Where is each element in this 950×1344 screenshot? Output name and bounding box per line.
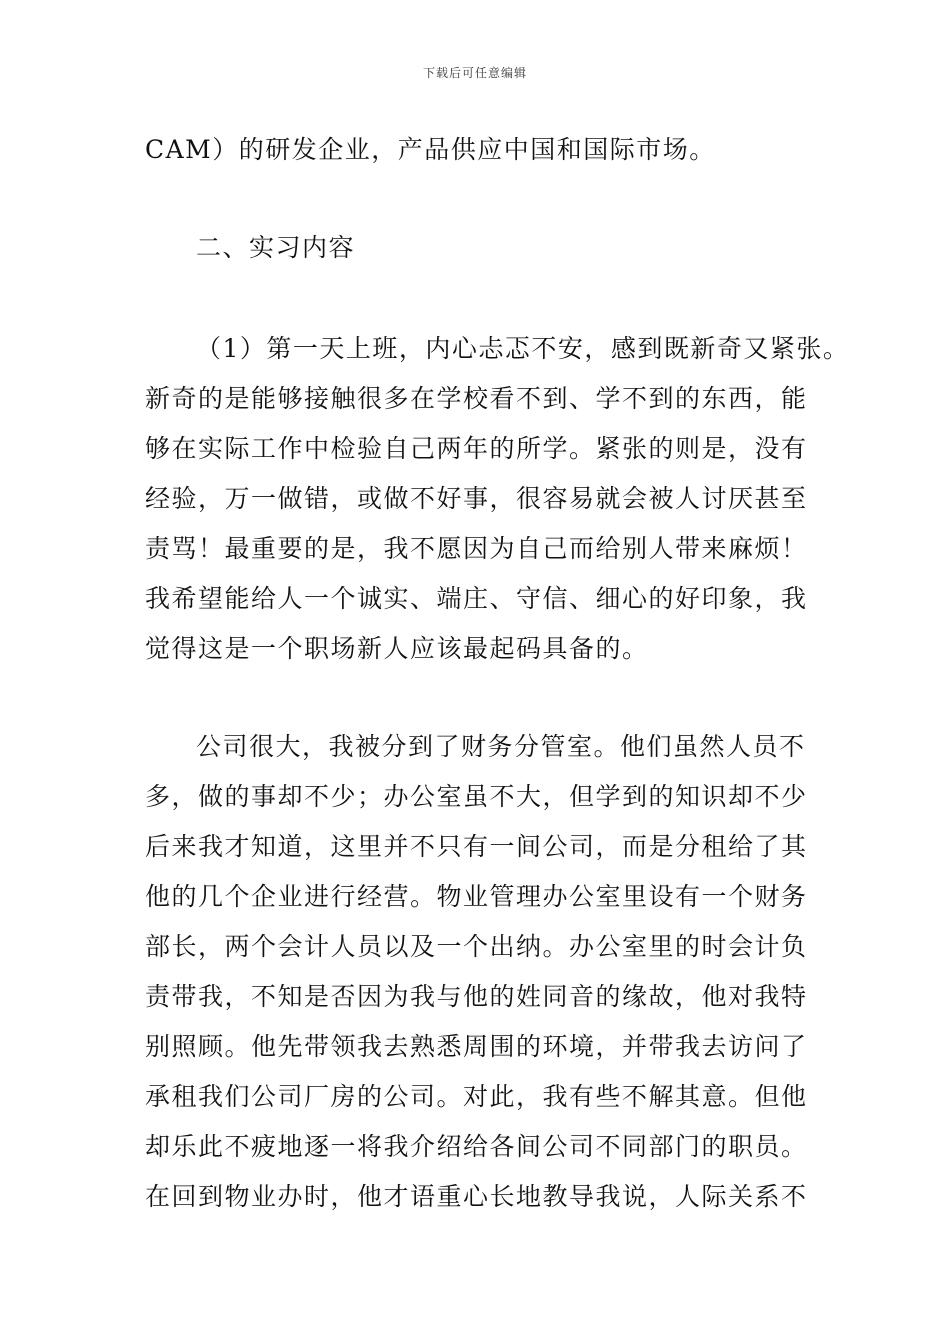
text-line: 新奇的是能够接触很多在学校看不到、学不到的东西，能 bbox=[145, 384, 808, 413]
text-line: 承租我们公司厂房的公司。对此，我有些不解其意。但他 bbox=[145, 1082, 808, 1111]
text-line: 多，做的事却不少；办公室虽不大，但学到的知识却不少 bbox=[145, 782, 808, 811]
text-line: 责带我，不知是否因为我与他的姓同音的缘故，他对我特 bbox=[145, 982, 808, 1011]
text-line: 后来我才知道，这里并不只有一间公司，而是分租给了其 bbox=[145, 832, 808, 861]
text-line: 部长，两个会计人员以及一个出纳。办公室里的时会计负 bbox=[145, 932, 808, 961]
page-header: 下载后可任意编辑 bbox=[422, 66, 527, 80]
text-line: （1）第一天上班，内心忐忑不安，感到既新奇又紧张。 bbox=[196, 334, 850, 363]
text-line: 他的几个企业进行经营。物业管理办公室里设有一个财务 bbox=[145, 882, 808, 911]
text-line: 在回到物业办时，他才语重心长地教导我说，人际关系不 bbox=[145, 1182, 808, 1211]
text-line: 却乐此不疲地逐一将我介绍给各间公司不同部门的职员。 bbox=[145, 1132, 808, 1161]
text-line: 公司很大，我被分到了财务分管室。他们虽然人员不 bbox=[196, 732, 806, 761]
text-line: 够在实际工作中检验自己两年的所学。紧张的则是，没有 bbox=[145, 434, 808, 463]
text-line: 别照顾。他先带领我去熟悉周围的环境，并带我去访问了 bbox=[145, 1032, 808, 1061]
text-line: 觉得这是一个职场新人应该最起码具备的。 bbox=[145, 634, 649, 663]
text-line: CAM）的研发企业，产品供应中国和国际市场。 bbox=[145, 135, 716, 164]
text-line: 责骂！最重要的是，我不愿因为自己而给别人带来麻烦！ bbox=[145, 534, 808, 563]
section-heading: 二、实习内容 bbox=[196, 233, 356, 262]
text-line: 经验，万一做错，或做不好事，很容易就会被人讨厌甚至 bbox=[145, 484, 808, 513]
text-line: 我希望能给人一个诚实、端庄、守信、细心的好印象，我 bbox=[145, 584, 808, 613]
